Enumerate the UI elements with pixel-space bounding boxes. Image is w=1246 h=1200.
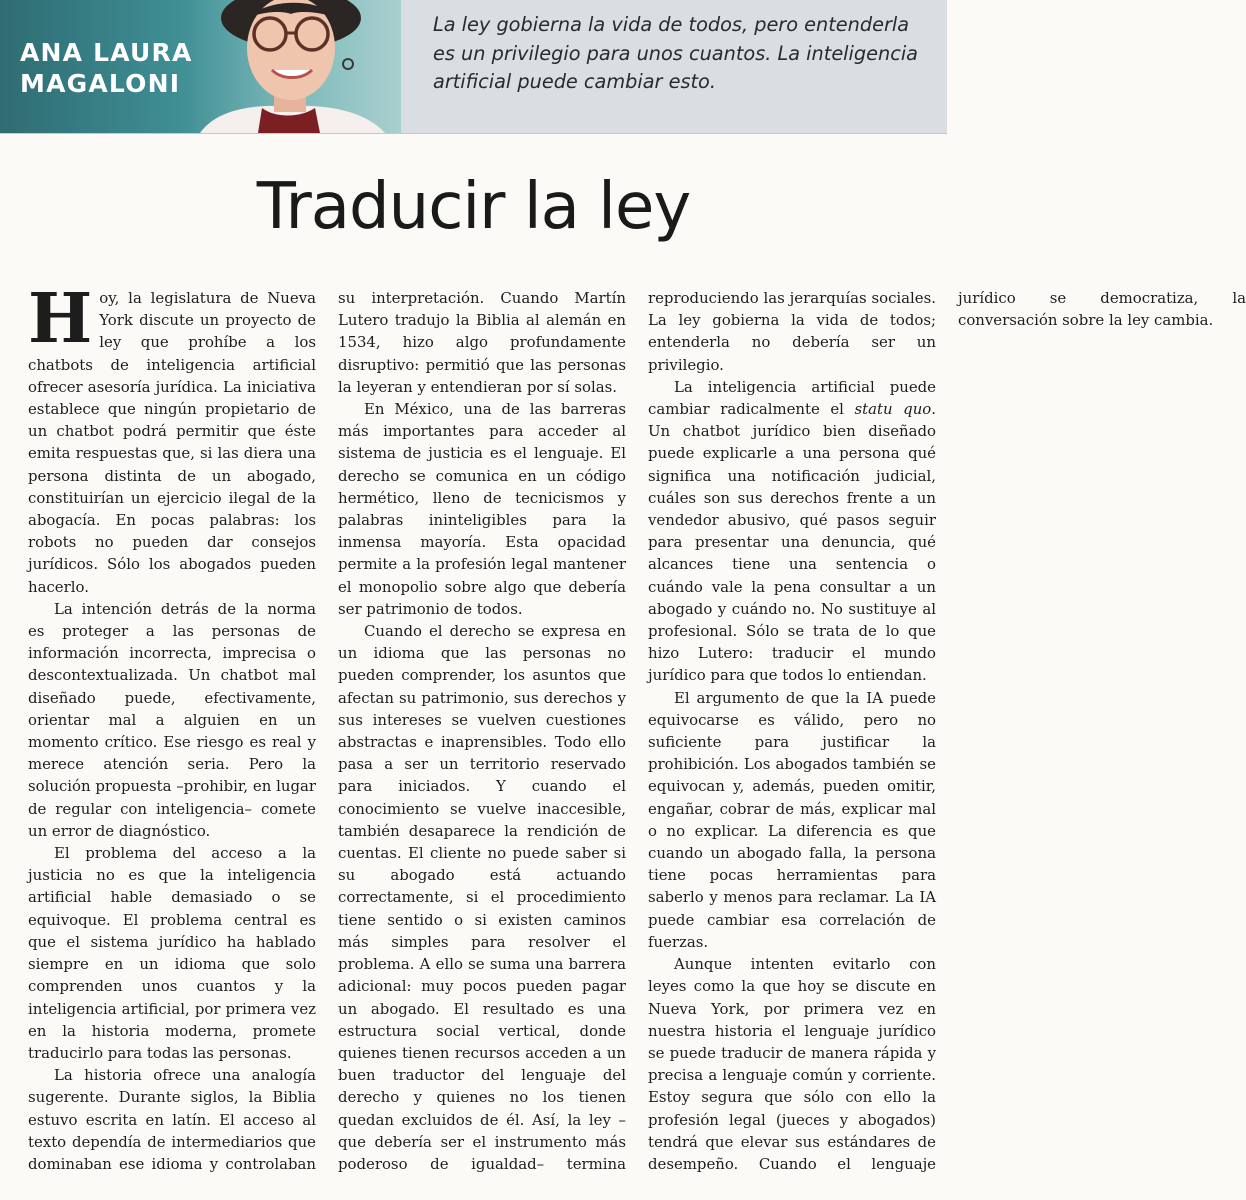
article-body [28,279,1246,1192]
paragraph-3: El problema del acceso a la justicia no es que la inteligencia artificial hable demasiado o se equivoque. El problema central es que el sistema jurídico ha hablado siempre en un idioma que solo comprenden unos cuantos y la inteligencia artificial, por primera vez en la historia moderna, promete traducirlo para todas las personas. [28,844,316,1062]
paragraph-2: La intención detrás de la norma es proteger a las personas de información incorrecta, imprecisa o descontextualizada. Un chatbot mal diseñado puede, efectivamente, orientar mal a alguien en un momento crítico. Ese riesgo es real y merece atención seria. Pero la solución propuesta –prohibir, en lugar de regular con inteligencia– comete un error de diagnóstico. [28,599,316,840]
column-tagline: La ley gobierna la vida de todos, pero entenderla es un privilegio para unos cuantos. La inteligencia artificial puede cambiar esto. [433,13,918,93]
author-name [20,37,193,99]
column-header [0,0,947,134]
paragraph-4: La historia ofrece una analogía sugerente. Durante siglos, la Biblia estuvo escrita en latín. El acceso al texto dependía de intermediarios que dominaban ese idioma y controlaban su interpretación. Cuando Martín Lutero tradujo la Biblia al alemán en 1534, hizo algo profundamente disruptivo: permitió que las personas la leyeran y entendieran por sí solas. [28,289,626,1173]
paragraph-1 [28,279,316,598]
paragraph-7-text-b: . Un chatbot jurídico bien diseñado puede explicarle a una persona qué significa una notificación judicial, cuáles son sus derechos frente a un vendedor abusivo, qué pasos seguir para presentar una denuncia, qué alcances tiene una sentencia o cuándo vale la pena consultar a un abogado y cuándo no. No sustituye al profesional. Sólo se trata de lo que hizo Lutero: traducir el mundo jurídico para que todos lo entiendan. [648,400,936,685]
paragraph-1-text: oy, la legislatura de Nueva York discute un proyecto de ley que prohíbe a los chatbots de inteligencia artificial ofrecer asesoría jurídica. La iniciativa establece que ningún propietario de un chatbot podrá permitir que éste emita respuestas que, si las diera una persona distinta de un abogado, constituirían un ejercicio ilegal de la abogacía. En pocas palabras: los robots no pueden dar consejos jurídicos. Sólo los abogados pueden hacerlo. [28,289,316,596]
article-title: Traducir la ley [256,170,691,244]
paragraph-9: Aunque intenten evitarlo con leyes como la que hoy se discute en Nueva York, por primera vez en nuestra historia el lenguaje jurídico se puede traducir de manera rápida y precisa a lenguaje común y corriente. Estoy segura que sólo con ello la profesión legal (jueces y abogados) tendrá que elevar sus estándares de desempeño. Cuando el lenguaje jurídico se democratiza, la conversación sobre la ley cambia. [648,289,1246,1173]
author-photo-panel [0,0,401,133]
author-first-name: ANA LAURA [20,38,193,67]
paragraph-5: En México, una de las barreras más importantes para acceder al sistema de justicia es el lenguaje. El derecho se comunica en un código hermético, lleno de tecnicismos y palabras ininteligibles para la inmensa mayoría. Esta opacidad permite a la profesión legal mantener el monopolio sobre algo que debería ser patrimonio de todos. [338,400,626,618]
author-last-name: MAGALONI [20,69,181,98]
drop-cap: H [28,279,93,359]
paragraph-8: El argumento de que la IA puede equivocarse es válido, pero no suficiente para justificar la prohibición. Los abogados también se equivocan y, además, pueden omitir, engañar, cobrar de más, explicar mal o no explicar. La diferencia es que cuando un abogado falla, la persona tiene pocas herramientas para saberlo y menos para reclamar. La IA puede cambiar esa correlación de fuerzas. [648,688,936,951]
paragraph-6: Cuando el derecho se expresa en un idioma que las personas no pueden comprender, los asuntos que afectan su patrimonio, sus derechos y sus intereses se vuelven cuestiones abstractas e inaprensibles. Todo ello pasa a ser un territorio reservado para iniciados. Y cuando el conocimiento se vuelve inaccesible, también desaparece la rendición de cuentas. El cliente no puede saber si su abogado está actuando correctamente, si el procedimiento tiene sentido o si existen caminos más simples para resolver el problema. A ello se suma una barrera adicional: muy pocos pueden pagar un abogado. El resultado es una estructura social vertical, donde quienes tienen recursos acceden a un buen traductor del lenguaje del derecho y quienes no los tienen quedan excluidos de él. Así, la ley –que debería ser el instrumento más poderoso de igualdad– termina reproduciendo las jerarquías sociales. La ley gobierna la vida de todos; entenderla no debería ser un privilegio. [338,289,936,1173]
paragraph-7-text-a: La inteligencia artificial puede cambiar radicalmente el [648,377,936,419]
paragraph-7 [648,376,936,687]
paragraph-7-emphasis: statu quo [854,400,932,419]
